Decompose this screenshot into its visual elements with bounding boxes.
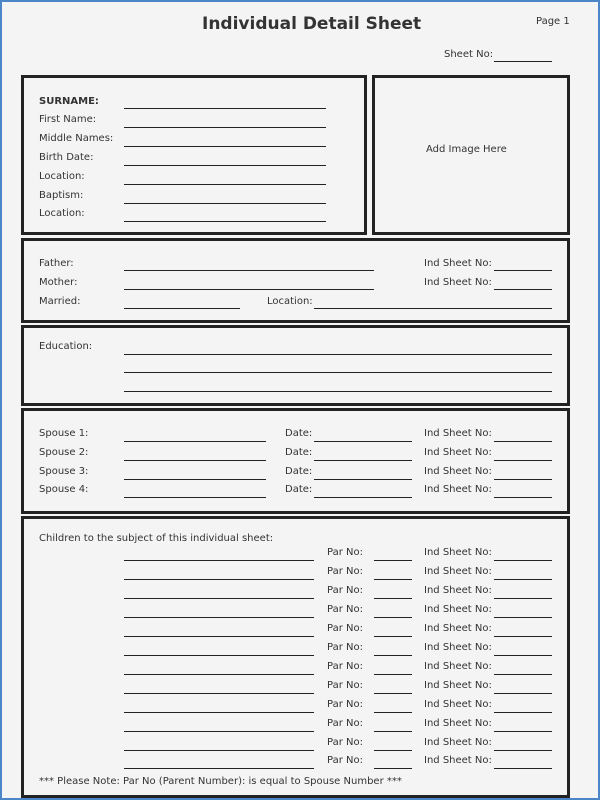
child-11-par-no-label: Par No: bbox=[327, 737, 363, 748]
child-1-par-no-label: Par No: bbox=[327, 547, 363, 558]
spouse-2-ind-sheet-label: Ind Sheet No: bbox=[424, 447, 492, 458]
child-5-par-no-field[interactable] bbox=[374, 636, 412, 637]
baptism-location-label: Location: bbox=[39, 208, 85, 219]
spouse-4-date-field[interactable] bbox=[314, 497, 412, 498]
baptism-label: Baptism: bbox=[39, 190, 84, 201]
child-2-par-no-label: Par No: bbox=[327, 566, 363, 577]
child-9-par-no-field[interactable] bbox=[374, 712, 412, 713]
married-location-label: Location: bbox=[267, 296, 313, 307]
child-4-ind-sheet-label: Ind Sheet No: bbox=[424, 604, 492, 615]
spouse-1-ind-sheet-label: Ind Sheet No: bbox=[424, 428, 492, 439]
education-section bbox=[21, 325, 570, 406]
child-1-name-field[interactable] bbox=[124, 560, 314, 561]
baptism-location-field[interactable] bbox=[124, 221, 326, 222]
child-10-ind-sheet-label: Ind Sheet No: bbox=[424, 718, 492, 729]
birth-date-label: Birth Date: bbox=[39, 152, 94, 163]
child-7-ind-sheet-field[interactable] bbox=[494, 674, 552, 675]
child-6-ind-sheet-label: Ind Sheet No: bbox=[424, 642, 492, 653]
spouse-1-label: Spouse 1: bbox=[39, 428, 89, 439]
married-label: Married: bbox=[39, 296, 81, 307]
child-4-par-no-field[interactable] bbox=[374, 617, 412, 618]
child-9-name-field[interactable] bbox=[124, 712, 314, 713]
child-3-ind-sheet-label: Ind Sheet No: bbox=[424, 585, 492, 596]
child-6-name-field[interactable] bbox=[124, 655, 314, 656]
child-11-ind-sheet-label: Ind Sheet No: bbox=[424, 737, 492, 748]
child-7-ind-sheet-label: Ind Sheet No: bbox=[424, 661, 492, 672]
spouse-3-date-label: Date: bbox=[285, 466, 313, 477]
spouse-2-date-field[interactable] bbox=[314, 460, 412, 461]
child-12-name-field[interactable] bbox=[124, 768, 314, 769]
child-7-par-no-field[interactable] bbox=[374, 674, 412, 675]
child-8-par-no-label: Par No: bbox=[327, 680, 363, 691]
child-10-par-no-field[interactable] bbox=[374, 731, 412, 732]
page-title: Individual Detail Sheet bbox=[202, 14, 422, 34]
child-2-par-no-field[interactable] bbox=[374, 579, 412, 580]
birth-location-label: Location: bbox=[39, 171, 85, 182]
spouse-3-ind-sheet-field[interactable] bbox=[494, 479, 552, 480]
child-5-ind-sheet-label: Ind Sheet No: bbox=[424, 623, 492, 634]
child-6-ind-sheet-field[interactable] bbox=[494, 655, 552, 656]
image-placeholder-label: Add Image Here bbox=[426, 144, 507, 155]
child-4-par-no-label: Par No: bbox=[327, 604, 363, 615]
spouses-section bbox=[21, 408, 570, 514]
spouse-2-field[interactable] bbox=[124, 460, 266, 461]
children-heading: Children to the subject of this individual sheet: bbox=[39, 533, 274, 544]
married-field[interactable] bbox=[124, 308, 240, 309]
spouse-2-label: Spouse 2: bbox=[39, 447, 89, 458]
birth-location-field[interactable] bbox=[124, 184, 326, 185]
child-1-par-no-field[interactable] bbox=[374, 560, 412, 561]
child-11-ind-sheet-field[interactable] bbox=[494, 750, 552, 751]
child-7-par-no-label: Par No: bbox=[327, 661, 363, 672]
child-5-name-field[interactable] bbox=[124, 636, 314, 637]
image-placeholder[interactable] bbox=[372, 75, 570, 235]
child-3-ind-sheet-field[interactable] bbox=[494, 598, 552, 599]
child-9-ind-sheet-label: Ind Sheet No: bbox=[424, 699, 492, 710]
education-line-2[interactable] bbox=[124, 372, 552, 373]
child-9-par-no-label: Par No: bbox=[327, 699, 363, 710]
child-5-ind-sheet-field[interactable] bbox=[494, 636, 552, 637]
mother-field[interactable] bbox=[124, 289, 374, 290]
father-ind-sheet-label: Ind Sheet No: bbox=[424, 258, 492, 269]
sheet-no-field[interactable] bbox=[494, 61, 552, 62]
page-number: Page 1 bbox=[536, 16, 570, 27]
spouse-3-ind-sheet-label: Ind Sheet No: bbox=[424, 466, 492, 477]
spouse-4-ind-sheet-label: Ind Sheet No: bbox=[424, 484, 492, 495]
surname-field[interactable] bbox=[124, 108, 326, 109]
child-10-par-no-label: Par No: bbox=[327, 718, 363, 729]
father-label: Father: bbox=[39, 258, 74, 269]
spouse-4-ind-sheet-field[interactable] bbox=[494, 497, 552, 498]
parent-number-note: *** Please Note: Par No (Parent Number): is equal to Spouse Number *** bbox=[39, 776, 402, 787]
education-line-1[interactable] bbox=[124, 354, 552, 355]
spouse-3-date-field[interactable] bbox=[314, 479, 412, 480]
child-4-name-field[interactable] bbox=[124, 617, 314, 618]
middle-names-field[interactable] bbox=[124, 146, 326, 147]
child-12-par-no-label: Par No: bbox=[327, 755, 363, 766]
married-location-field[interactable] bbox=[314, 308, 552, 309]
child-1-ind-sheet-label: Ind Sheet No: bbox=[424, 547, 492, 558]
child-10-ind-sheet-field[interactable] bbox=[494, 731, 552, 732]
middle-names-label: Middle Names: bbox=[39, 133, 114, 144]
child-8-ind-sheet-field[interactable] bbox=[494, 693, 552, 694]
child-8-ind-sheet-label: Ind Sheet No: bbox=[424, 680, 492, 691]
father-field[interactable] bbox=[124, 270, 374, 271]
mother-label: Mother: bbox=[39, 277, 78, 288]
child-3-par-no-field[interactable] bbox=[374, 598, 412, 599]
first-name-label: First Name: bbox=[39, 114, 97, 125]
child-7-name-field[interactable] bbox=[124, 674, 314, 675]
birth-date-field[interactable] bbox=[124, 165, 326, 166]
mother-ind-sheet-field[interactable] bbox=[494, 289, 552, 290]
child-11-par-no-field[interactable] bbox=[374, 750, 412, 751]
spouse-4-label: Spouse 4: bbox=[39, 484, 89, 495]
father-ind-sheet-field[interactable] bbox=[494, 270, 552, 271]
child-12-ind-sheet-field[interactable] bbox=[494, 768, 552, 769]
child-8-par-no-field[interactable] bbox=[374, 693, 412, 694]
child-1-ind-sheet-field[interactable] bbox=[494, 560, 552, 561]
child-3-name-field[interactable] bbox=[124, 598, 314, 599]
child-6-par-no-field[interactable] bbox=[374, 655, 412, 656]
child-8-name-field[interactable] bbox=[124, 693, 314, 694]
spouse-1-field[interactable] bbox=[124, 441, 266, 442]
child-5-par-no-label: Par No: bbox=[327, 623, 363, 634]
baptism-field[interactable] bbox=[124, 203, 326, 204]
spouse-1-date-field[interactable] bbox=[314, 441, 412, 442]
child-2-ind-sheet-field[interactable] bbox=[494, 579, 552, 580]
spouse-2-ind-sheet-field[interactable] bbox=[494, 460, 552, 461]
spouse-1-date-label: Date: bbox=[285, 428, 313, 439]
child-4-ind-sheet-field[interactable] bbox=[494, 617, 552, 618]
spouse-4-field[interactable] bbox=[124, 497, 266, 498]
child-12-par-no-field[interactable] bbox=[374, 768, 412, 769]
education-line-3[interactable] bbox=[124, 391, 552, 392]
first-name-field[interactable] bbox=[124, 127, 326, 128]
child-2-name-field[interactable] bbox=[124, 579, 314, 580]
child-2-ind-sheet-label: Ind Sheet No: bbox=[424, 566, 492, 577]
spouse-4-date-label: Date: bbox=[285, 484, 313, 495]
spouse-1-ind-sheet-field[interactable] bbox=[494, 441, 552, 442]
child-6-par-no-label: Par No: bbox=[327, 642, 363, 653]
child-10-name-field[interactable] bbox=[124, 731, 314, 732]
child-11-name-field[interactable] bbox=[124, 750, 314, 751]
child-12-ind-sheet-label: Ind Sheet No: bbox=[424, 755, 492, 766]
spouse-3-field[interactable] bbox=[124, 479, 266, 480]
surname-label: SURNAME: bbox=[39, 96, 99, 107]
mother-ind-sheet-label: Ind Sheet No: bbox=[424, 277, 492, 288]
education-label: Education: bbox=[39, 341, 93, 352]
sheet-no-label: Sheet No: bbox=[444, 49, 494, 60]
spouse-2-date-label: Date: bbox=[285, 447, 313, 458]
child-9-ind-sheet-field[interactable] bbox=[494, 712, 552, 713]
spouse-3-label: Spouse 3: bbox=[39, 466, 89, 477]
child-3-par-no-label: Par No: bbox=[327, 585, 363, 596]
